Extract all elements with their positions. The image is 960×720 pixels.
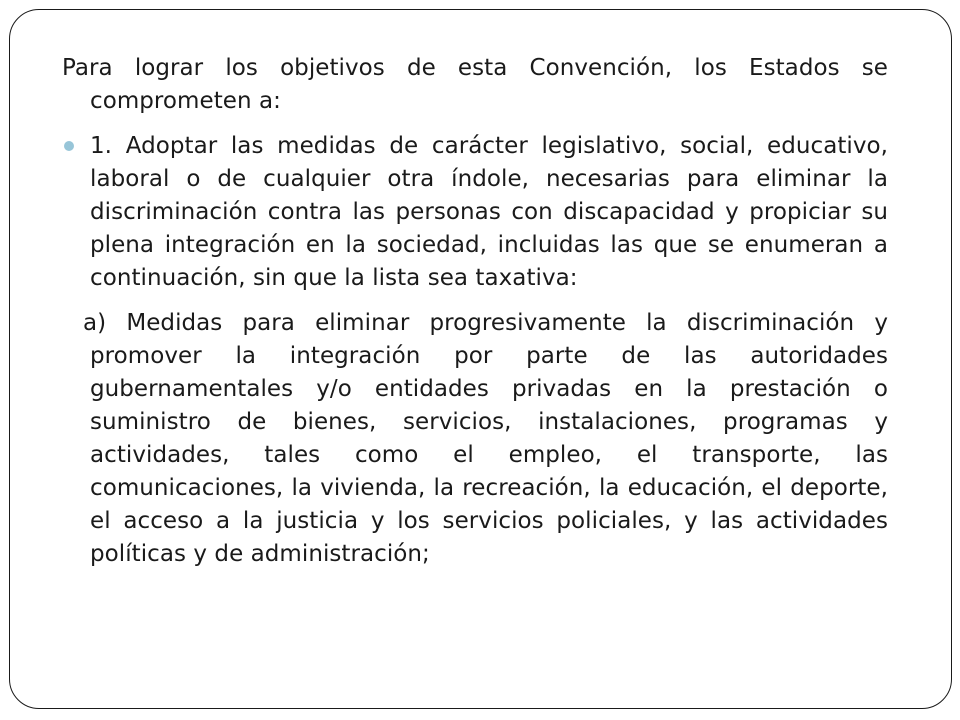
- bullet-text: 1. Adoptar las medidas de carácter legislativo, social, educativo, laboral o de cualquier otra índole, necesarias para eliminar la discriminación contra las personas con discapacidad y propiciar su plena integración en la sociedad, incluidas las que se enumeran a continuación, sin que la lista sea taxativa:: [90, 133, 888, 291]
- bullet-dot-icon: [64, 141, 74, 151]
- sub-item-a: a) Medidas para eliminar progresivamente la discriminación y promover la integración por parte de las autoridades gubernamentales y/o entidades privadas en la prestación o suministro de bienes, servicios, instalaciones, programas y actividades, tales como el empleo, el transporte, las comunicaciones, la vivienda, la recreación, la educación, el deporte, el acceso a la justicia y los servicios policiales, y las actividades políticas y de administración;: [83, 310, 888, 567]
- intro-paragraph: Para lograr los objetivos de esta Convención, los Estados se comprometen a:: [62, 55, 888, 114]
- bullet-item: [62, 130, 888, 295]
- slide-content: [62, 52, 888, 571]
